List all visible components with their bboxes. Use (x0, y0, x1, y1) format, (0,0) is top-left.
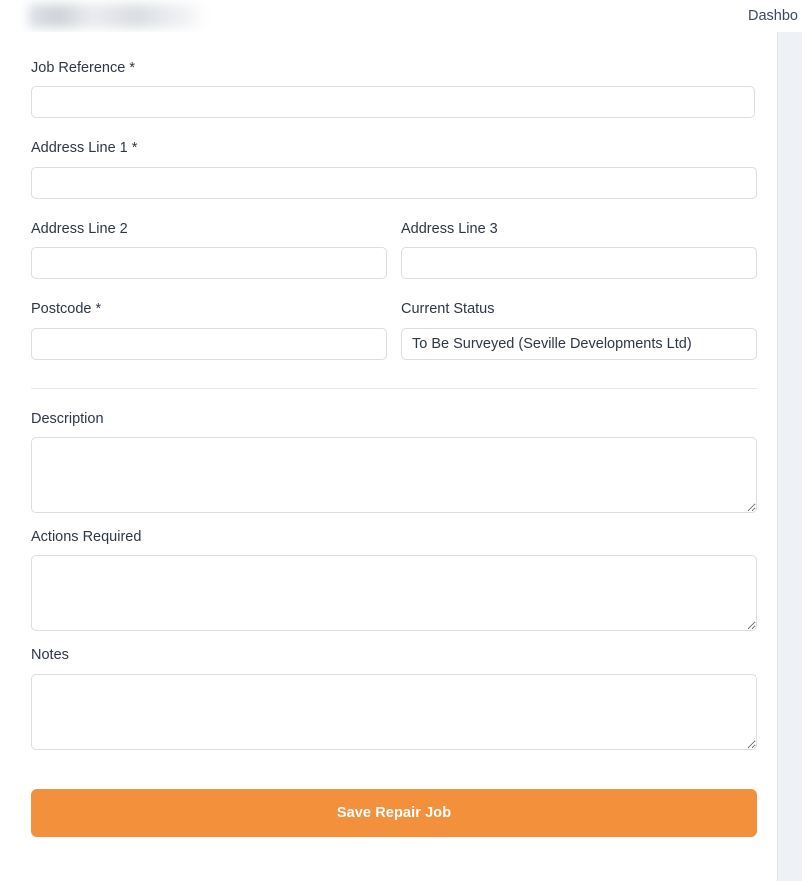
notes-textarea[interactable] (31, 674, 757, 750)
job-reference-input[interactable] (31, 86, 755, 118)
field-notes (31, 647, 755, 749)
field-address-line-3 (401, 221, 757, 279)
address-line-3-label: Address Line 3 (401, 220, 498, 237)
address-line-2-label: Address Line 2 (31, 220, 128, 237)
postcode-label: Postcode * (31, 301, 102, 318)
address-line-3-input[interactable] (401, 247, 757, 279)
form-divider (31, 388, 757, 389)
field-actions-required (31, 529, 755, 631)
top-bar (0, 0, 802, 32)
description-textarea[interactable] (31, 437, 757, 513)
postcode-status-row (31, 301, 755, 359)
field-address-line-1 (31, 140, 755, 198)
app-logo (28, 4, 200, 28)
address-line-1-label: Address Line 1 * (31, 140, 138, 157)
address-line-2-input[interactable] (31, 247, 387, 279)
field-current-status (401, 301, 757, 359)
address-line-1-input[interactable] (31, 167, 757, 199)
current-status-label: Current Status (401, 301, 495, 318)
top-navigation (748, 0, 802, 32)
repair-job-form (0, 32, 777, 837)
field-description (31, 411, 755, 513)
address-lines-row (31, 221, 755, 279)
field-address-line-2 (31, 221, 387, 279)
nav-link-dashboard[interactable]: Dashbo (748, 8, 798, 24)
field-postcode (31, 301, 387, 359)
notes-label: Notes (31, 647, 69, 664)
repair-job-form-card (0, 32, 778, 881)
field-job-reference (31, 60, 755, 118)
job-reference-label: Job Reference * (31, 60, 135, 76)
actions-required-textarea[interactable] (31, 555, 757, 631)
actions-required-label: Actions Required (31, 528, 142, 545)
postcode-input[interactable] (31, 328, 387, 360)
current-status-input[interactable] (401, 328, 757, 360)
description-label: Description (31, 410, 104, 427)
save-repair-job-button[interactable]: Save Repair Job (31, 789, 757, 837)
